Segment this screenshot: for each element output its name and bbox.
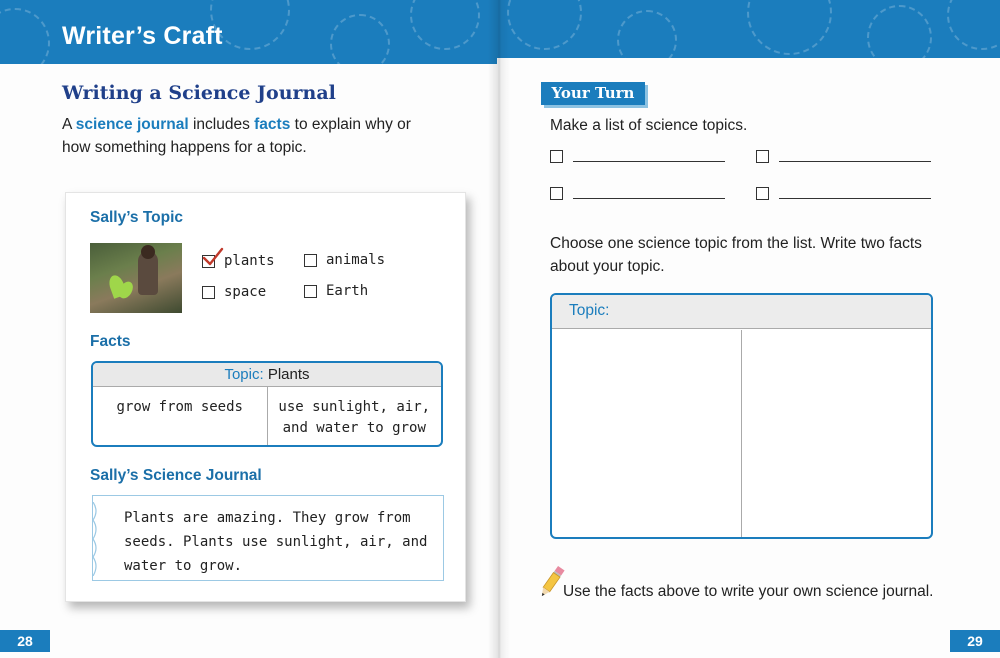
footer-instruction: Use the facts above to write your own science journal.	[563, 583, 934, 600]
intro-text: to explain why or how something happens for a topic.	[62, 116, 411, 156]
intro-text: A	[62, 116, 76, 133]
option-plants	[202, 253, 275, 269]
keyword-science-journal: science journal	[75, 116, 189, 133]
pencil-icon	[537, 565, 565, 601]
blank-line[interactable]	[573, 198, 725, 199]
option-label: animals	[326, 252, 386, 268]
checkbox	[304, 254, 317, 267]
topic-entry-line[interactable]	[550, 150, 725, 163]
swirl-decoration	[507, 0, 582, 50]
checkbox	[202, 286, 215, 299]
swirl-decoration	[0, 8, 50, 64]
journal-heading: Sally’s Science Journal	[90, 467, 262, 484]
option-label: Earth	[326, 283, 369, 299]
page-number: 28	[0, 630, 50, 652]
blank-line[interactable]	[779, 198, 931, 199]
girl-planting-photo	[90, 243, 182, 313]
banner-title: Writer’s Craft	[62, 22, 223, 50]
journal-text: Plants are amazing. They grow from seeds. Plants use sunlight, air, and water to grow.	[124, 510, 428, 574]
fact-cell: use sunlight, air, and water to grow	[267, 387, 442, 445]
swirl-decoration	[947, 0, 1000, 50]
checkmark-icon	[202, 247, 224, 269]
topic-box-header: Topic:	[552, 295, 931, 329]
left-page	[0, 0, 497, 658]
option-earth	[304, 283, 368, 299]
topic-entry-line[interactable]	[756, 150, 931, 163]
page-number: 29	[950, 630, 1000, 652]
keyword-facts: facts	[254, 116, 291, 133]
topic-entry-line[interactable]	[550, 187, 725, 200]
option-space	[202, 284, 266, 300]
section-heading: Writing a Science Journal	[62, 82, 336, 104]
blank-line[interactable]	[573, 161, 725, 162]
column-divider	[741, 330, 742, 537]
swirl-decoration	[867, 5, 932, 58]
facts-prompt: Choose one science topic from the list. Write two facts about your topic.	[550, 235, 922, 275]
list-prompt: Make a list of science topics.	[550, 117, 748, 134]
facts-table	[91, 361, 443, 447]
facts-row	[93, 387, 441, 445]
journal-box	[92, 495, 444, 581]
intro-paragraph	[62, 113, 422, 159]
swirl-decoration	[410, 0, 480, 50]
checkbox-checked	[202, 255, 215, 268]
checkbox[interactable]	[550, 150, 563, 163]
checkbox[interactable]	[756, 150, 769, 163]
right-page	[497, 0, 1000, 658]
sallys-topic-heading: Sally’s Topic	[90, 209, 184, 226]
blank-line[interactable]	[779, 161, 931, 162]
topic-entry-line[interactable]	[756, 187, 931, 200]
fact-cell: grow from seeds	[116, 399, 243, 415]
book-gutter	[488, 0, 510, 658]
wavy-edge-decoration	[92, 502, 100, 576]
swirl-decoration	[747, 0, 832, 55]
checkbox[interactable]	[550, 187, 563, 200]
topic-label: Topic:	[224, 366, 264, 383]
your-turn-badge: Your Turn	[541, 82, 645, 105]
checkbox[interactable]	[756, 187, 769, 200]
topic-facts-box[interactable]	[550, 293, 933, 539]
banner	[0, 0, 497, 64]
swirl-decoration	[330, 14, 390, 64]
banner	[497, 0, 1000, 58]
example-card	[65, 192, 466, 602]
checkbox	[304, 285, 317, 298]
option-animals	[304, 252, 385, 268]
facts-table-header	[93, 363, 441, 387]
head-shape	[141, 245, 155, 259]
option-label: plants	[224, 253, 275, 269]
swirl-decoration	[617, 10, 677, 58]
facts-heading: Facts	[90, 333, 131, 350]
topic-value: Plants	[263, 366, 310, 383]
option-label: space	[224, 284, 267, 300]
intro-text: includes	[188, 116, 255, 133]
